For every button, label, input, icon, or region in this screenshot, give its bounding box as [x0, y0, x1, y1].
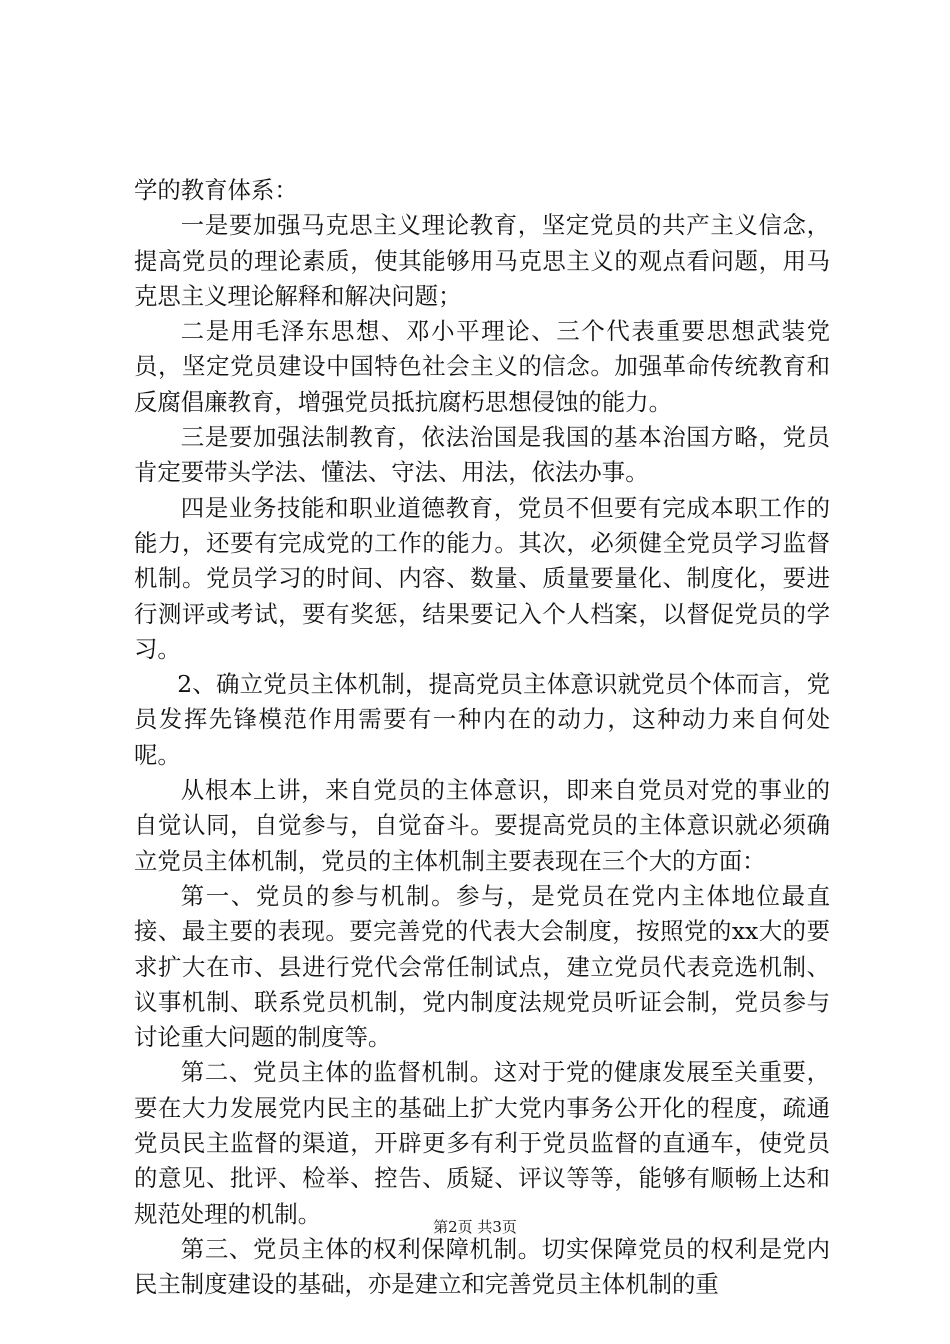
paragraph-item-three: 三是要加强法制教育，依法治国是我国的基本治国方略，党员肯定要带头学法、懂法、守法、用法，依法办事。	[134, 423, 830, 487]
page-footer	[0, 1217, 950, 1237]
paragraph-item-one: 一是要加强马克思主义理论教育，坚定党员的共产主义信念，提高党员的理论素质，使其能够用马克思主义的观点看问题，用马克思主义理论解释和解决问题；	[134, 211, 830, 310]
paragraph-first-participation: 第一、党员的参与机制。参与，是党员在党内主体地位最直接、最主要的表现。要完善党的代表大会制度，按照党的xx大的要求扩大在市、县进行党代会常任制试点，建立党员代表竞选机制、议事机制、联系党员机制，党内制度法规党员听证会制，党员参与讨论重大问题的制度等。	[134, 881, 830, 1052]
paragraph-item-two: 二是用毛泽东思想、邓小平理论、三个代表重要思想武装党员，坚定党员建设中国特色社会主义的信念。加强革命传统教育和反腐倡廉教育，增强党员抵抗腐朽思想侵蚀的能力。	[134, 317, 830, 416]
paragraph-second-supervision: 第二、党员主体的监督机制。这对于党的健康发展至关重要，要在大力发展党内民主的基础上扩大党内事务公开化的程度，疏通党员民主监督的渠道，开辟更多有利于党员监督的直通车，使党员的意见、批评、检举、控告、质疑、评议等等，能够有顺畅上达和规范处理的机制。	[134, 1058, 830, 1228]
paragraph-third-rights: 第三、党员主体的权利保障机制。切实保障党员的权利是党内民主制度建设的基础，亦是建立和完善党员主体机制的重	[134, 1234, 830, 1299]
document-body	[134, 173, 830, 1303]
page-number-label: 第2页 共3页	[433, 1218, 517, 1236]
paragraph-section-two: 2、确立党员主体机制，提高党员主体意识就党员个体而言，党员发挥先锋模范作用需要有一种内在的动力，这种动力来自何处呢。	[134, 670, 830, 769]
paragraph-intro: 学的教育体系：	[134, 176, 298, 204]
paragraph-item-four: 四是业务技能和职业道德教育，党员不但要有完成本职工作的能力，还要有完成党的工作的能力。其次，必须健全党员学习监督机制。党员学习的时间、内容、数量、质量要量化、制度化，要进行测评或考试，要有奖惩，结果要记入个人档案，以督促党员的学习。	[134, 493, 830, 663]
paragraph-subject-consciousness: 从根本上讲，来自党员的主体意识，即来自党员对党的事业的自觉认同，自觉参与，自觉奋斗。要提高党员的主体意识就必须确立党员主体机制，党员的主体机制主要表现在三个大的方面：	[134, 776, 830, 875]
